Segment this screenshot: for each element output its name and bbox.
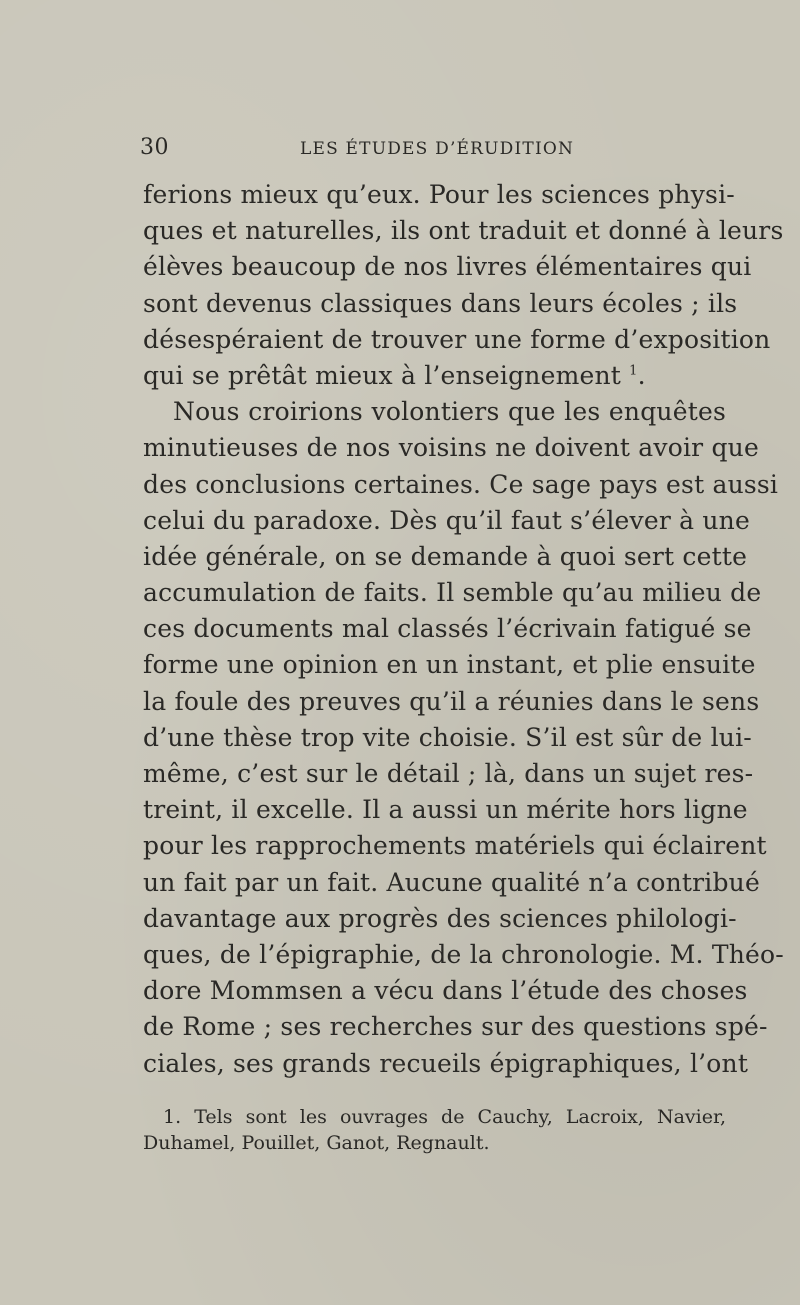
text-line: même, c’est sur le détail ; là, dans un sujet res- [143, 759, 754, 788]
text-line: ferions mieux qu’eux. Pour les sciences physi- [143, 180, 735, 209]
text-line: davantage aux progrès des sciences philologi- [143, 903, 737, 933]
text-line: forme une opinion en un instant, et plie ensuite [143, 650, 756, 680]
body-text [143, 177, 784, 1082]
text-line-with-footnote [143, 358, 726, 394]
text-line: accumulation de faits. Il semble qu’au milieu de [143, 578, 762, 608]
footnote-reference: 1 [629, 363, 638, 379]
text-line: désespéraient de trouver une forme d’exposition [143, 324, 771, 354]
text-line: ces documents mal classés l’écrivain fatigué se [143, 614, 752, 644]
text-line: sont devenus classiques dans leurs écoles ; ils [143, 288, 738, 318]
text-line: la foule des preuves qu’il a réunies dans le sens [143, 686, 760, 716]
text-line-content: qui se prêtât mieux à l’enseignement [143, 360, 622, 390]
text-line: minutieuses de nos voisins ne doivent avoir que [143, 433, 759, 463]
footnote-line: Duhamel, Pouillet, Ganot, Regnault. [143, 1132, 490, 1154]
text-line: un fait par un fait. Aucune qualité n’a contribué [143, 867, 760, 897]
running-title: LES ÉTUDES D’ÉRUDITION [300, 139, 575, 159]
text-line: d’une thèse trop vite choisie. S’il est sûr de lui- [143, 722, 752, 752]
text-line: élèves beaucoup de nos livres élémentaires qui [143, 252, 752, 282]
page-header [140, 135, 730, 169]
paragraph-start-line: Nous croirions volontiers que les enquêtes [173, 397, 726, 427]
text-line: dore Mommsen a vécu dans l’étude des choses [143, 976, 748, 1006]
text-line: idée générale, on se demande à quoi sert cette [143, 541, 748, 571]
text-line: pour les rapprochements matériels qui éclairent [143, 831, 767, 861]
footnote-line: 1. Tels sont les ouvrages de Cauchy, Lacroix, Navier, [163, 1106, 726, 1128]
page-number: 30 [140, 135, 169, 160]
text-line: ciales, ses grands recueils épigraphiques, l’ont [143, 1048, 749, 1078]
text-line: des conclusions certaines. Ce sage pays est aussi [143, 469, 779, 499]
footnotes [143, 1104, 726, 1156]
text-line: de Rome ; ses recherches sur des questions spé- [143, 1012, 768, 1042]
text-line: celui du paradoxe. Dès qu’il faut s’élever à une [143, 505, 750, 535]
text-line: treint, il excelle. Il a aussi un mérite hors ligne [143, 795, 748, 825]
text-line: ques et naturelles, ils ont traduit et donné à leurs [143, 216, 784, 246]
text-line: ques, de l’épigraphie, de la chronologie. M. Théo- [143, 939, 784, 969]
sentence-end: . [637, 360, 646, 390]
